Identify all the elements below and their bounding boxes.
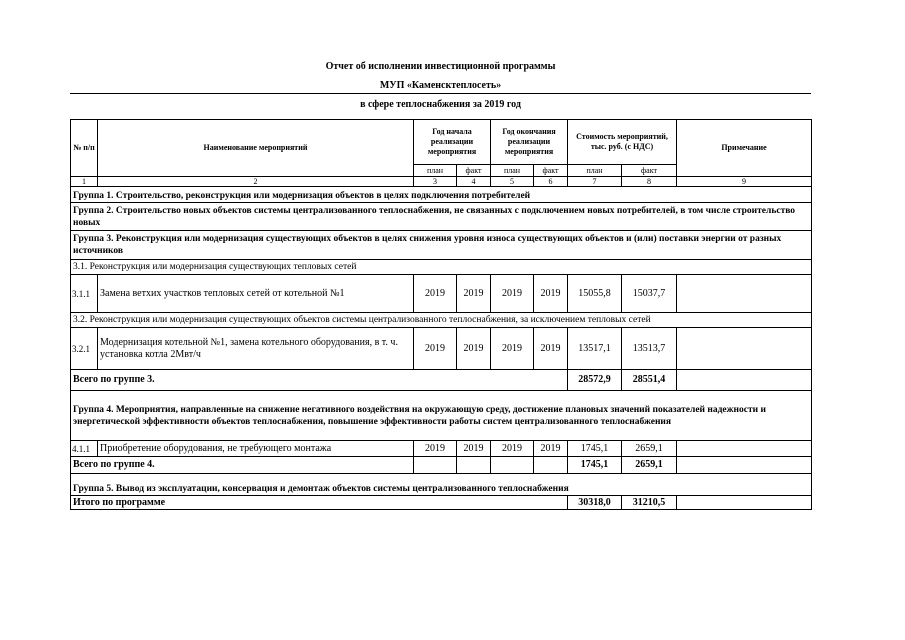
group-5-title: Группа 5. Вывод из эксплуатации, консервация и демонтаж объектов системы централизованного теплоснабжения <box>71 474 812 496</box>
grand-total-cost-plan: 30318,0 <box>568 496 622 510</box>
group-row-2 <box>71 203 812 231</box>
row-note <box>677 441 812 457</box>
group-3-title: Группа 3. Реконструкция или модернизация существующих объектов в целях снижения уровня износа существующих объектов и (или) поставки энергии от разных источников <box>71 231 812 260</box>
cost-plan: 15055,8 <box>568 275 622 313</box>
year-end-fact: 2019 <box>534 328 568 370</box>
grand-total-cost-fact: 31210,5 <box>622 496 677 510</box>
subgroup-row-3-2 <box>71 313 812 328</box>
report-title: Отчет об исполнении инвестиционной программы <box>325 61 556 72</box>
header-num: № п/п <box>71 120 98 177</box>
col-number: 8 <box>622 177 677 187</box>
group-4-title: Группа 4. Мероприятия, направленные на снижение негативного воздействия на окружающую среду, достижение плановых значений показателей надежности и энергетической эффективности объектов теплоснабжения, повышение эффективности работы систем централизованного теплоснабжения <box>71 391 812 441</box>
group-row-1 <box>71 187 812 203</box>
row-name: Модернизация котельной №1, замена котельного оборудования, в т. ч. установка котла 2Мвт/ч <box>98 328 414 370</box>
row-note <box>677 328 812 370</box>
total-row-group-3 <box>71 370 812 391</box>
year-start-plan: 2019 <box>414 441 457 457</box>
year-end-plan: 2019 <box>491 441 534 457</box>
investment-program-table <box>70 119 812 510</box>
empty-cell <box>491 457 534 474</box>
column-number-row <box>71 177 812 187</box>
header-note: Примечание <box>677 120 812 177</box>
cost-plan: 13517,1 <box>568 328 622 370</box>
subgroup-row-3-1 <box>71 260 812 275</box>
header-name: Наименование мероприятий <box>98 120 414 177</box>
total-4-cost-fact: 2659,1 <box>622 457 677 474</box>
cost-fact: 15037,7 <box>622 275 677 313</box>
row-num: 3.2.1 <box>71 328 98 370</box>
group-2-title: Группа 2. Строительство новых объектов системы централизованного теплоснабжения, не связанных с подключением новых потребителей, в том числе строительство новых <box>71 203 812 231</box>
row-note <box>677 275 812 313</box>
empty-cell <box>677 457 812 474</box>
col-number: 4 <box>457 177 491 187</box>
header-plan: план <box>491 165 534 177</box>
total-row-group-4 <box>71 457 812 474</box>
row-name: Замена ветхих участков тепловых сетей от котельной №1 <box>98 275 414 313</box>
year-start-fact: 2019 <box>457 441 491 457</box>
header-fact: факт <box>534 165 568 177</box>
header-row <box>71 120 812 165</box>
total-3-cost-plan: 28572,9 <box>568 370 622 391</box>
col-number: 2 <box>98 177 414 187</box>
total-3-cost-fact: 28551,4 <box>622 370 677 391</box>
group-row-3 <box>71 231 812 260</box>
grand-total-row <box>71 496 812 510</box>
subgroup-3-2-title: 3.2. Реконструкция или модернизация существующих объектов системы централизованного теплоснабжения, за исключением тепловых сетей <box>71 313 812 328</box>
table-row <box>71 441 812 457</box>
group-row-4 <box>71 391 812 441</box>
year-end-plan: 2019 <box>491 328 534 370</box>
empty-cell <box>534 457 568 474</box>
col-number: 1 <box>71 177 98 187</box>
header-plan: план <box>414 165 457 177</box>
table-row <box>71 328 812 370</box>
grand-total-label: Итого по программе <box>71 496 568 510</box>
year-end-fact: 2019 <box>534 441 568 457</box>
header-plan: план <box>568 165 622 177</box>
cost-fact: 13513,7 <box>622 328 677 370</box>
empty-cell <box>414 457 457 474</box>
year-start-plan: 2019 <box>414 328 457 370</box>
year-end-plan: 2019 <box>491 275 534 313</box>
group-1-title: Группа 1. Строительство, реконструкция или модернизация объектов в целях подключения потребителей <box>71 187 812 203</box>
col-number: 3 <box>414 177 457 187</box>
year-end-fact: 2019 <box>534 275 568 313</box>
row-name: Приобретение оборудования, не требующего монтажа <box>98 441 414 457</box>
empty-cell <box>677 496 812 510</box>
cost-plan: 1745,1 <box>568 441 622 457</box>
group-row-5 <box>71 474 812 496</box>
row-num: 4.1.1 <box>71 441 98 457</box>
header-cost: Стоимость мероприятий, тыс. руб. (с НДС) <box>568 120 677 165</box>
organization-name: МУП «Каменсктеплосеть» <box>70 80 811 94</box>
total-4-cost-plan: 1745,1 <box>568 457 622 474</box>
year-start-fact: 2019 <box>457 275 491 313</box>
col-number: 7 <box>568 177 622 187</box>
header-fact: факт <box>457 165 491 177</box>
table-row <box>71 275 812 313</box>
total-4-label: Всего по группе 4. <box>71 457 414 474</box>
header-year-end: Год окончания реализации мероприятия <box>491 120 568 165</box>
year-start-fact: 2019 <box>457 328 491 370</box>
col-number: 9 <box>677 177 812 187</box>
year-start-plan: 2019 <box>414 275 457 313</box>
col-number: 6 <box>534 177 568 187</box>
empty-cell <box>457 457 491 474</box>
cost-fact: 2659,1 <box>622 441 677 457</box>
report-period: в сфере теплоснабжения за 2019 год <box>360 99 521 110</box>
header-fact: факт <box>622 165 677 177</box>
row-num: 3.1.1 <box>71 275 98 313</box>
header-year-start: Год начала реализации мероприятия <box>414 120 491 165</box>
col-number: 5 <box>491 177 534 187</box>
total-3-note <box>677 370 812 391</box>
subgroup-3-1-title: 3.1. Реконструкция или модернизация существующих тепловых сетей <box>71 260 812 275</box>
total-3-label: Всего по группе 3. <box>71 370 568 391</box>
